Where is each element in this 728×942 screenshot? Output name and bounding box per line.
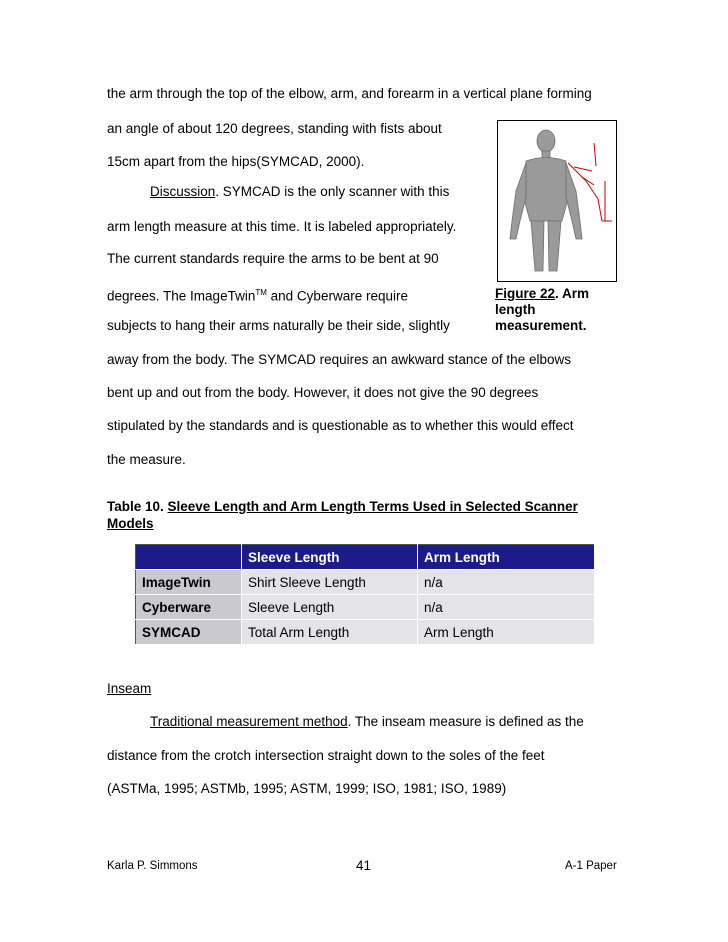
inseam-heading: Inseam [107,681,152,696]
trademark: TM [255,288,267,297]
table-row [136,620,595,645]
body-line-5: The current standards require the arms to be bent at 90 [107,251,439,266]
table-cell: Shirt Sleeve Length [242,570,418,595]
table-title [107,498,617,532]
body-line-7: away from the body. The SYMCAD requires an awkward stance of the elbows [107,352,571,367]
table-title-prefix: Table 10. [107,499,168,514]
imagetwin-line [107,285,408,305]
discussion-text: . SYMCAD is the only scanner with this [215,184,450,199]
inseam-line-3: (ASTMa, 1995; ASTMb, 1995; ASTM, 1999; ISO, 1981; ISO, 1989) [107,781,507,796]
figure-caption-text: . Arm length measurement. [495,286,590,333]
body-line-2: an angle of about 120 degrees, standing with fists about [107,121,442,136]
figure-label: Figure 22 [495,286,556,301]
table-cell: Total Arm Length [242,620,418,645]
table-row [136,595,595,620]
inseam-line-1-rest: . The inseam measure is defined as the [347,714,584,729]
figure-image [497,120,617,282]
footer-page-number: 41 [356,858,372,873]
table-row-label: Cyberware [136,595,242,620]
table-cell: Sleeve Length [242,595,418,620]
figure-caption [495,286,605,334]
discussion-heading: Discussion [150,184,216,199]
inseam-subheading: Traditional measurement method [150,714,348,729]
body-line-9: stipulated by the standards and is questionable as to whether this would effect [107,418,574,433]
table-cell: n/a [418,595,595,620]
body-line-3: 15cm apart from the hips(SYMCAD, 2000). [107,154,365,169]
table-header-row [136,545,595,570]
body-line-4: arm length measure at this time. It is labeled appropriately. [107,219,457,234]
body-line-6: subjects to hang their arms naturally be their side, slightly [107,318,450,333]
table-row-label: SYMCAD [136,620,242,645]
body-line-1: the arm through the top of the elbow, arm, and forearm in a vertical plane forming [107,86,592,101]
body-line-8: bent up and out from the body. However, it does not give the 90 degrees [107,385,539,400]
table-header-arm-length: Arm Length [418,545,595,570]
footer-author: Karla P. Simmons [107,860,198,872]
table-title-text: Sleeve Length and Arm Length Terms Used in Selected Scanner Models [107,499,578,531]
footer-paper: A-1 Paper [565,860,617,872]
inseam-line-2: distance from the crotch intersection straight down to the soles of the feet [107,748,545,763]
table-header-sleeve-length: Sleeve Length [242,545,418,570]
table-row [136,570,595,595]
body-scan-figure [498,121,616,281]
table-cell: n/a [418,570,595,595]
table-header-blank [136,545,242,570]
imagetwin-before: degrees. The ImageTwin [107,288,256,304]
body-line-10: the measure. [107,452,186,467]
discussion-line [150,184,449,200]
terms-table [135,544,595,645]
inseam-line-1 [150,714,584,730]
table-cell: Arm Length [418,620,595,645]
table-row-label: ImageTwin [136,570,242,595]
imagetwin-after: and Cyberware require [266,288,408,304]
